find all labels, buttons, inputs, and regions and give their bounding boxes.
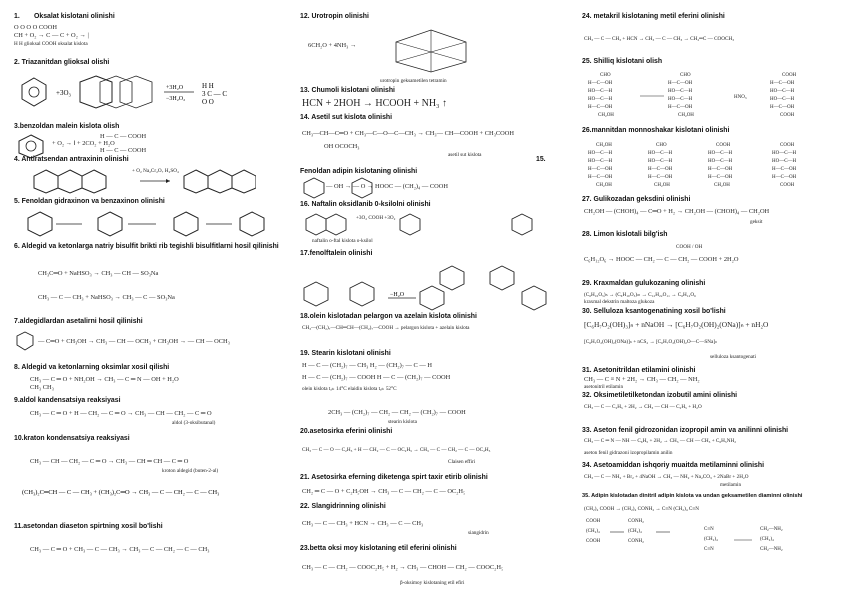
heading-2: 2. Triazanitdan glioksal olishi <box>14 59 110 66</box>
svg-text:HO—C—H: HO—C—H <box>770 97 795 102</box>
svg-text:HO—C—H: HO—C—H <box>588 89 613 94</box>
svg-text:COOH: COOH <box>780 113 795 118</box>
svg-text:(CH₂)₄: (CH₂)₄ <box>760 537 774 542</box>
heading-29: 29. Kraxmaldan gulukozaning olinishi <box>582 280 706 287</box>
equation-31: CH₃ — C ≡ N + 2H₂ → CH₃ — CH₂ — NH₂ <box>584 376 700 383</box>
phenol-quinone-image <box>16 208 266 242</box>
svg-text:H H: H H <box>202 82 214 90</box>
heading-31: 31. Asetonitrildan etilamini olinishi <box>582 367 696 374</box>
equation-33b: aseton fenil gidrazoni izopropilamin anilin <box>584 450 673 456</box>
svg-text:CH₂—NH₂: CH₂—NH₂ <box>760 527 783 532</box>
svg-text:COOH: COOH <box>716 143 731 148</box>
equation-1c: H H glioksal COOH oksalat kislota <box>14 41 88 47</box>
heading-19: 19. Stearin kislotani olinishi <box>300 350 391 357</box>
heading-4: 4. Antiratsendan antraxinin olinishi <box>14 156 129 163</box>
equation-8b: CH₃ CH₃ <box>30 384 54 391</box>
equation-3b: + O₂ → ‖ + 2CO₂ + H₂O <box>52 140 115 147</box>
svg-text:COOH: COOH <box>780 183 795 188</box>
equation-11: CH₃ — C ═ O + CH₃ — C — CH₃ → CH₃ — C — CH₂ — C — CH₃ <box>30 546 210 553</box>
heading-21: 21. Asetosirka eferning diketenga spirt taxir etirib olinishi <box>300 474 488 481</box>
column-1 <box>12 0 284 596</box>
svg-text:H—C—OH: H—C—OH <box>648 167 673 172</box>
phenolphthalein-image <box>302 260 564 312</box>
equation-14b: OH OCOCH₃ <box>324 143 360 150</box>
equation-3c: H — C — COOH <box>100 147 147 154</box>
benzene-ring-7-image <box>16 331 34 351</box>
heading-11: 11.asetondan diaseton spirtning xosil bo'lishi <box>14 523 163 530</box>
equation-27b: geksit <box>750 219 763 225</box>
svg-text:CH₂OH: CH₂OH <box>596 143 612 148</box>
heading-1: Oksalat kislotani olinishi <box>34 13 115 20</box>
equation-13: HCN + 2HOH → HCOOH + NH₃ ↑ <box>302 98 448 109</box>
equation-6a: CH₃C═O + NaHSO₃ → CH₃ — CH — SO₃Na <box>38 270 159 277</box>
heading-26: 26.mannitdan monnoshakar kislotani olinishi <box>582 127 730 134</box>
heading-14: 14. Asetil sut kislota olinishi <box>300 114 393 121</box>
heading-12: 12. Urotropin olinishi <box>300 13 369 20</box>
heading-23: 23.betta oksi moy kislotaning etil eferini olinishi <box>300 545 457 552</box>
heading-16: 16. Naftalin oksidlanib 0-ksilolni olinishi <box>300 201 431 208</box>
equation-19c: olein kislota tₐₗₖ 14°C elaidin kislota tₐₗₖ 52°C <box>302 386 397 392</box>
heading-17: 17.fenolftalein olinishi <box>300 250 373 257</box>
equation-1b: CH + O₂ → C — C + O₂ → | <box>14 32 89 39</box>
equation-1a: O O O O COOH <box>14 24 57 31</box>
equation-9b: aldol (3-oksibutanal) <box>172 420 216 426</box>
equation-16a: +3O₂ COOH +3O₂ <box>356 215 396 221</box>
svg-text:H—C—OH: H—C—OH <box>770 81 795 86</box>
equation-14c: asetil sut kislota <box>448 152 482 158</box>
equation-14a: CH₃—CH—C═O + CH₃—C—O—C—CH₃ → CH₃— CH—COOH + CH₃COOH <box>302 130 514 137</box>
svg-text:H—C—OH: H—C—OH <box>588 167 613 172</box>
svg-text:CH₂OH: CH₂OH <box>654 183 670 188</box>
equation-9a: CH₃ — C ═ O + H — CH₂ — C ═ O → CH₃ — CH — CH₂ — C ═ O <box>30 410 212 417</box>
heading-24: 24. metakril kislotaning metil eferini olinishi <box>582 13 725 20</box>
equation-23: CH₃ — C — CH₂ — COOC₂H₅ + H₂ → CH₃ — CHOH — CH₂ — COOC₂H₅ <box>302 564 504 571</box>
svg-text:CONH₂: CONH₂ <box>628 539 644 544</box>
svg-text:CH₂—NH₂: CH₂—NH₂ <box>760 547 783 552</box>
heading-9: 9.aldol kandensatsiya reaksiyasi <box>14 397 121 404</box>
equation-28: C₆H₁₂O₆ → HOOC — CH₂ — C — CH₂ — COOH + 2H₂O <box>584 256 739 263</box>
equation-10b: kroton aldegid (buten-2-al) <box>162 468 219 474</box>
svg-text:COOH: COOH <box>782 73 797 78</box>
svg-text:H—C—OH: H—C—OH <box>668 105 693 110</box>
svg-text:C≡N: C≡N <box>704 527 714 532</box>
equation-27: CH₂OH — (CHOH)₄ — C═O + H₂ → CH₂OH — (CHOH)₄ — CH₂OH <box>584 208 770 215</box>
mucic-acid-fischer-image <box>584 68 834 124</box>
svg-text:(CH₂)₄: (CH₂)₄ <box>628 529 642 534</box>
svg-text:3 C — C: 3 C — C <box>202 90 228 98</box>
svg-text:H—C—OH: H—C—OH <box>588 81 613 86</box>
svg-text:CHO: CHO <box>680 73 691 78</box>
svg-text:HO—C—H: HO—C—H <box>588 151 613 156</box>
heading-18: 18.olein kislotadan pelargon va azelain kislota olinishi <box>300 313 477 320</box>
svg-text:COOH: COOH <box>586 519 601 524</box>
column-3 <box>580 0 838 596</box>
equation-19a: H — C — (CH₂)₇ — CH₃ H₂ — (CH₂)₇ — C — H <box>302 362 432 369</box>
page-number: 15. <box>536 156 546 163</box>
svg-text:HO—C—H: HO—C—H <box>648 159 673 164</box>
svg-text:HO—C—H: HO—C—H <box>772 159 797 164</box>
equation-6b: CH₃ — C — CH₃ + NaHSO₃ → CH₃ — C — SO₃Na <box>38 294 175 301</box>
svg-text:H—C—OH: H—C—OH <box>770 105 795 110</box>
heading-5: 5. Fenoldan gidraxinon va benzaxinon olinishi <box>14 198 165 205</box>
svg-text:HO—C—H: HO—C—H <box>648 151 673 156</box>
column-2 <box>298 0 568 596</box>
equation-34b: metilamin <box>720 482 742 488</box>
equation-29: (C₆H₁₀O₅)ₙ → (C₆H₁₀O₅)ₘ → C₁₂H₂₂O₁₁ → C₆H₁₂O₆ <box>584 292 696 298</box>
equation-31b: asetonitril etilamin <box>584 384 624 390</box>
svg-text:CONH₂: CONH₂ <box>628 519 644 524</box>
svg-text:HO—C—H: HO—C—H <box>772 151 797 156</box>
svg-text:C≡N: C≡N <box>704 547 714 552</box>
heading-10: 10.kraton kondensatsiya reaksiyasi <box>14 435 130 442</box>
equation-19e: stearin kislota <box>388 419 417 425</box>
svg-text:HO—C—H: HO—C—H <box>668 89 693 94</box>
heading-32: 32. Oksimetiletilketondan izobutil amini olinishi <box>582 392 738 399</box>
equation-30a: [C₆H₇O₂(OH)₃]ₙ + nNaOH → [C₆H₇O₂(OH)₂(ONa)]ₙ + nH₂O <box>584 320 769 329</box>
svg-text:HO—C—H: HO—C—H <box>588 159 613 164</box>
svg-text:COOH: COOH <box>586 539 601 544</box>
svg-text:(CH₂)₄: (CH₂)₄ <box>586 529 600 534</box>
equation-35a: (CH₂)₄ COOH → (CH₂)₄ CONH₂ → C≡N (CH₂)₄ C≡N <box>584 506 700 512</box>
svg-text:H—C—OH: H—C—OH <box>588 175 613 180</box>
equation-33: CH₃ — C ═ N — NH — C₆H₅ + 2H₂ → CH₃ — CH — CH₃ + C₆H₅NH₂ <box>584 438 737 444</box>
svg-text:CHO: CHO <box>656 143 667 148</box>
svg-text:COOH: COOH <box>780 143 795 148</box>
equation-12: 6CH₂O + 4NH₃ → <box>308 42 357 49</box>
svg-text:+3H₂O: +3H₂O <box>166 85 184 91</box>
svg-text:CH₂OH: CH₂OH <box>678 113 694 118</box>
adipic-acid-structures-image <box>584 514 824 564</box>
svg-text:HO—C—H: HO—C—H <box>668 97 693 102</box>
heading-20: 20.asetosirka eferini olinishi <box>300 428 393 435</box>
heading-33: 33. Aseton fenil gidrozonidan izopropil amin va anilinni olinishi <box>582 427 789 434</box>
equation-4: + O₂ Na₂Cr₂O₇ H₂SO₄ <box>132 168 179 174</box>
svg-text:CH₂OH: CH₂OH <box>598 113 614 118</box>
svg-text:CH₂OH: CH₂OH <box>714 183 730 188</box>
equation-30b: [C₆H₇O₂(OH)₂(ONa)]ₙ + nCS₂ → [C₆H₇O₂(OH)₂O—C—SNa]ₙ <box>584 339 718 345</box>
equation-21: CH₂ ═ C — O + C₂H₅OH → CH₃ — C — CH₂ — C — OC₂H₅ <box>302 488 466 495</box>
heading-27: 27. Gulikozadan geksdini olinishi <box>582 196 691 203</box>
heading-8: 8. Aldegid va ketonlarning oksimlar xosil qilishi <box>14 364 170 371</box>
naphthalene-image <box>302 213 552 237</box>
glyoxal-structures-image <box>16 72 266 110</box>
equation-20: CH₃ — C — O — C₂H₅ + H — CH₂ — C — OC₂H₅ → CH₃ — C — CH₂ — C — OC₂H₅ <box>302 447 491 453</box>
svg-text:H—C—OH: H—C—OH <box>588 105 613 110</box>
equation-15: — OH → — O → HOOC — (CH₂)₄ — COOH <box>326 183 448 190</box>
heading-34: 34. Asetoamiddan ishqoriy muaitda metilaminni olinishi <box>582 462 764 469</box>
urotropin-structure-image <box>376 26 486 76</box>
equation-34: CH₃ — C — NH₂ + Br₂ + 4NaOH → CH₃ — NH₂ + Na₂CO₃ + 2NaBr + 2H₂O <box>584 474 749 480</box>
equation-30c: selluloza ksantogenati <box>710 354 756 360</box>
equation-19b: H — C — (CH₂)₇ — COOH H — C — (CH₂)₇ — COOH <box>302 374 451 381</box>
heading-25: 25. Shilliq kislotani olish <box>582 58 663 65</box>
equation-16b: naftalin o-ftal kislota o-ksilol <box>312 238 373 244</box>
svg-text:H—C—OH: H—C—OH <box>708 175 733 180</box>
svg-text:HO—C—H: HO—C—H <box>708 151 733 156</box>
equation-12b: urotropin geksametilen tetramin <box>380 78 447 84</box>
heading-3: 3.benzoldan malein kislota olish <box>14 123 120 130</box>
equation-24: CH₃ — C — CH₃ + HCN → CH₃ — C — CH₃ → CH₂═C — COOCH₃ <box>584 36 735 42</box>
svg-text:−H₂O: −H₂O <box>390 292 405 298</box>
svg-text:H—C—OH: H—C—OH <box>708 167 733 172</box>
equation-19d: 2CH₃ — (CH₂)₇ — CH₂ — CH₂ — (CH₂)₇ — COOH <box>328 409 466 416</box>
svg-text:HO—C—H: HO—C—H <box>588 97 613 102</box>
svg-text:(CH₂)₄: (CH₂)₄ <box>704 537 718 542</box>
mannitol-fischer-image <box>584 138 834 194</box>
equation-20b: Claisen effiri <box>448 459 476 465</box>
svg-text:H—C—OH: H—C—OH <box>772 167 797 172</box>
equation-10a: CH₃ — CH — CH₂ — C ═ O → CH₃ — CH ═ CH — C ═ O <box>30 458 189 465</box>
equation-29b: kraxmal dekstrin maltoza glukoza <box>584 299 655 305</box>
svg-text:CH₂OH: CH₂OH <box>596 183 612 188</box>
svg-text:−3H₂O₂: −3H₂O₂ <box>166 96 186 102</box>
equation-7: — C═O + CH₃OH → CH₃ — CH — OCH₃ + CH₃OH → — CH — OCH₃ <box>38 338 230 345</box>
svg-text:HO—C—H: HO—C—H <box>770 89 795 94</box>
equation-22: CH₃ — C — CH₃ + HCN → CH₃ — C — CH₃ <box>302 520 424 527</box>
heading-7: 7.aldegidlardan asetalirni hosil qilinishi <box>14 318 143 325</box>
heading-15: Fenoldan adipin kislotaning olinishi <box>300 168 418 175</box>
equation-3a: H — C — COOH <box>100 133 147 140</box>
svg-text:H—C—OH: H—C—OH <box>668 81 693 86</box>
kroton-condensation-image <box>22 476 242 506</box>
svg-text:(CH₃)₂C═CH — C — CH₃ + (CH₃)₂C: (CH₃)₂C═CH — C — CH₃ + (CH₃)₂C═O → CH₃ — C — CH₂ — C — CH₃ <box>22 489 220 496</box>
heading-1-number: 1. <box>14 13 20 20</box>
svg-text:H—C—OH: H—C—OH <box>772 175 797 180</box>
heading-30: 30. Selluloza ksantogenatining xosil bo'lishi <box>582 308 726 315</box>
heading-28: 28. Limon kislotali bilg'ish <box>582 231 668 238</box>
equation-28b: COOH / OH <box>676 244 703 250</box>
heading-6: 6. Aldegid va ketonlarga natriy bisulfit brikti rib tegishli bisulfitlarni hosil qilinishi <box>14 243 279 250</box>
equation-8a: CH₃ — C ═ O + NH₂OH → CH₃ — C ═ N — OH + H₂O <box>30 376 179 383</box>
svg-text:CHO: CHO <box>600 73 611 78</box>
heading-13: 13. Chumoli kislotani olinishi <box>300 87 395 94</box>
equation-22b: siangidrin <box>468 530 489 536</box>
equation-23b: β-oksimoy kislotaning etil efiri <box>400 580 465 586</box>
svg-text:H—C—OH: H—C—OH <box>648 175 673 180</box>
svg-text:+3O₃: +3O₃ <box>56 89 71 97</box>
svg-text:HNO₃: HNO₃ <box>734 95 747 100</box>
heading-35: 35. Adipin kislotadan dinitril adipin kislota va undan geksametilen diaminni olinishi <box>582 493 803 499</box>
svg-text:HO—C—H: HO—C—H <box>708 159 733 164</box>
equation-18: CH₃—(CH₂)₇—CH═CH—(CH₂)₇—COOH → pelargon kislota + azelain kislota <box>302 325 470 331</box>
equation-32: CH₃ — C — C₂H₅ + 2H₂ → CH₃ — CH — C₂H₅ + H₂O <box>584 404 702 410</box>
svg-text:O O: O O <box>202 98 214 106</box>
heading-22: 22. Slangidrinning olinishi <box>300 503 386 510</box>
